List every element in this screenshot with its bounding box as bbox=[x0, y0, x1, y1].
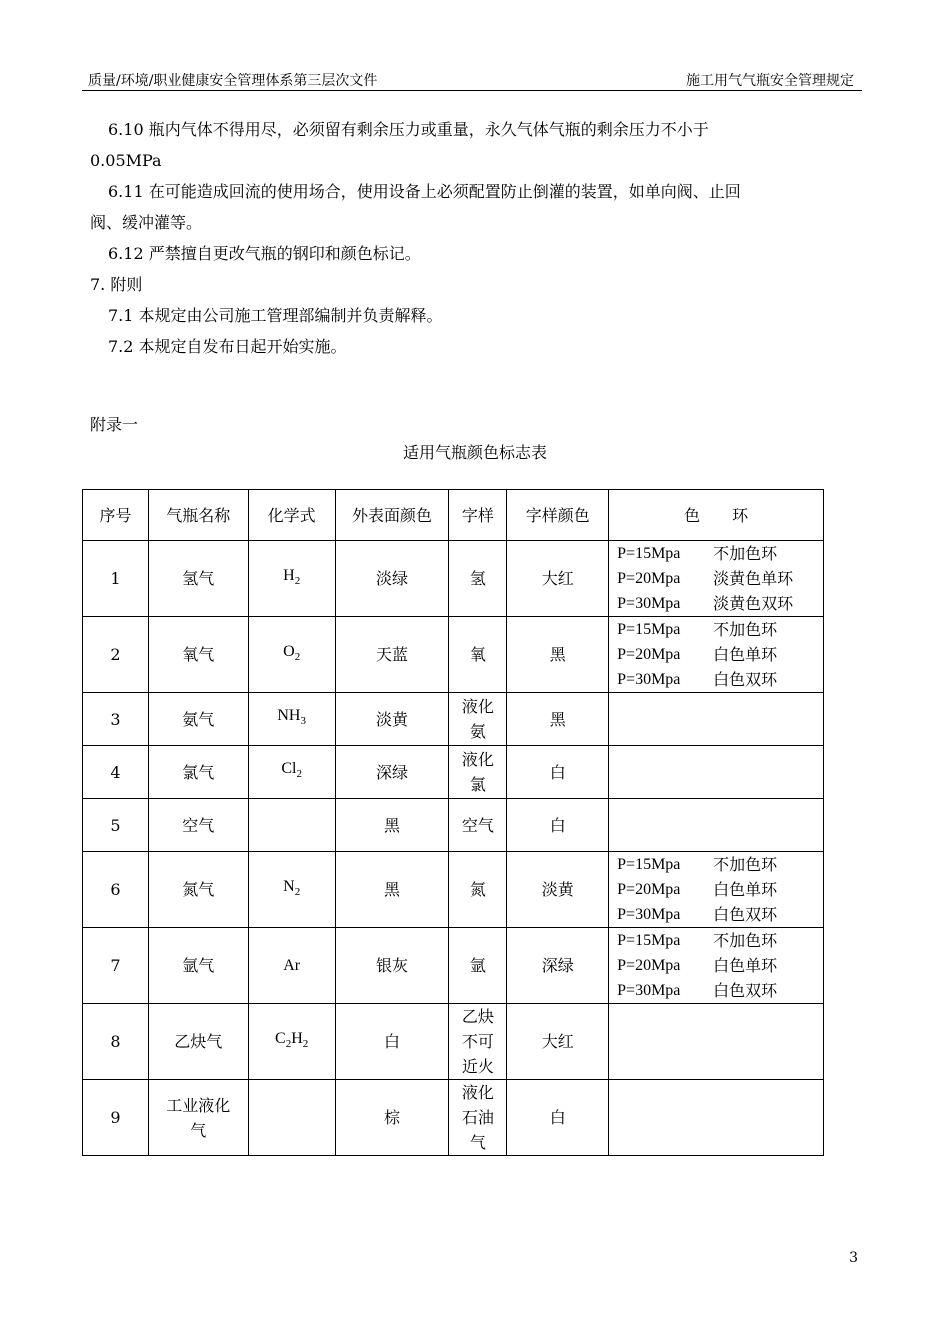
row-lettering-color: 黑 bbox=[507, 693, 609, 746]
ring-line bbox=[617, 953, 823, 978]
row-lettering-color: 淡黄 bbox=[507, 852, 609, 928]
ring-pressure: P=30Mpa bbox=[617, 906, 681, 923]
row-surface-color: 银灰 bbox=[335, 928, 449, 1004]
row-no: 4 bbox=[83, 746, 149, 799]
table-row bbox=[83, 541, 824, 617]
table-body bbox=[83, 541, 824, 1156]
row-color-rings bbox=[609, 617, 824, 693]
row-formula bbox=[248, 541, 335, 617]
row-no: 3 bbox=[83, 693, 149, 746]
ring-line bbox=[617, 667, 823, 692]
table-row bbox=[83, 746, 824, 799]
clause-6-11-line2: 阀、缓冲灌等。 bbox=[90, 213, 203, 232]
clause-6-11-line1: 6.11 在可能造成回流的使用场合，使用设备上必须配置防止倒灌的装置，如单向阀、止回 bbox=[108, 182, 741, 201]
row-no: 5 bbox=[83, 799, 149, 852]
row-no: 9 bbox=[83, 1080, 149, 1156]
row-lettering: 液化 氨 bbox=[449, 693, 507, 746]
row-color-rings bbox=[609, 852, 824, 928]
row-surface-color: 深绿 bbox=[335, 746, 449, 799]
table-row bbox=[83, 693, 824, 746]
ring-description: 不加色环 bbox=[713, 855, 778, 874]
clause-6-10-line1: 6.10 瓶内气体不得用尽，必须留有剩余压力或重量，永久气体气瓶的剩余压力不小于 bbox=[108, 120, 709, 139]
page-number: 3 bbox=[849, 1250, 858, 1266]
formula-subscript: 2 bbox=[296, 768, 302, 781]
ring-pressure: P=30Mpa bbox=[617, 595, 681, 612]
ring-pressure: P=15Mpa bbox=[617, 545, 681, 562]
ring-pressure: P=30Mpa bbox=[617, 982, 681, 999]
row-name: 空气 bbox=[148, 799, 248, 852]
row-name: 氩气 bbox=[148, 928, 248, 1004]
row-surface-color: 白 bbox=[335, 1004, 449, 1080]
ring-description: 白色双环 bbox=[713, 905, 778, 924]
row-formula bbox=[248, 799, 335, 852]
clause-7-2: 7.2 本规定自发布日起开始实施。 bbox=[108, 337, 347, 356]
row-surface-color: 天蓝 bbox=[335, 617, 449, 693]
ring-pressure: P=15Mpa bbox=[617, 621, 681, 638]
ring-line bbox=[617, 852, 823, 877]
row-lettering-color: 深绿 bbox=[507, 928, 609, 1004]
formula-symbol: H bbox=[283, 566, 295, 584]
ring-pressure: P=20Mpa bbox=[617, 570, 681, 587]
ring-line bbox=[617, 978, 823, 1003]
col-header-name: 气瓶名称 bbox=[148, 490, 248, 541]
ring-description: 不加色环 bbox=[713, 544, 778, 563]
row-lettering-color: 大红 bbox=[507, 541, 609, 617]
row-lettering: 氩 bbox=[449, 928, 507, 1004]
row-color-rings bbox=[609, 746, 824, 799]
row-color-rings bbox=[609, 541, 824, 617]
ring-pressure: P=15Mpa bbox=[617, 856, 681, 873]
ring-description: 白色双环 bbox=[713, 670, 778, 689]
row-name: 氢气 bbox=[148, 541, 248, 617]
row-no: 2 bbox=[83, 617, 149, 693]
ring-pressure: P=20Mpa bbox=[617, 957, 681, 974]
table-row bbox=[83, 799, 824, 852]
ring-line bbox=[617, 566, 823, 591]
ring-pressure: P=20Mpa bbox=[617, 646, 681, 663]
appendix-label: 附录一 bbox=[90, 415, 139, 434]
col-header-lettering-color: 字样颜色 bbox=[507, 490, 609, 541]
ring-description: 淡黄色单环 bbox=[713, 569, 794, 588]
row-formula bbox=[248, 1004, 335, 1080]
row-lettering-color: 黑 bbox=[507, 617, 609, 693]
ring-description: 白色双环 bbox=[713, 981, 778, 1000]
formula-symbol: H bbox=[291, 1029, 303, 1047]
header-right-text: 施工用气气瓶安全管理规定 bbox=[686, 73, 854, 89]
row-color-rings bbox=[609, 1004, 824, 1080]
formula-symbol: O bbox=[283, 642, 295, 660]
page-header bbox=[82, 68, 862, 91]
ring-description: 不加色环 bbox=[713, 620, 778, 639]
formula-symbol: N bbox=[283, 877, 295, 895]
ring-line bbox=[617, 928, 823, 953]
row-lettering: 液化 石油 气 bbox=[449, 1080, 507, 1156]
row-name: 氮气 bbox=[148, 852, 248, 928]
row-name: 氨气 bbox=[148, 693, 248, 746]
row-color-rings bbox=[609, 693, 824, 746]
row-lettering-color: 白 bbox=[507, 1080, 609, 1156]
row-name: 氯气 bbox=[148, 746, 248, 799]
row-color-rings bbox=[609, 928, 824, 1004]
ring-line bbox=[617, 902, 823, 927]
ring-line bbox=[617, 617, 823, 642]
row-surface-color: 淡绿 bbox=[335, 541, 449, 617]
ring-pressure: P=20Mpa bbox=[617, 881, 681, 898]
row-name: 工业液化 气 bbox=[148, 1080, 248, 1156]
col-header-color-ring: 色 环 bbox=[609, 490, 824, 541]
table-header-row bbox=[83, 490, 824, 541]
table-row bbox=[83, 1080, 824, 1156]
row-lettering-color: 白 bbox=[507, 799, 609, 852]
table-row bbox=[83, 928, 824, 1004]
row-color-rings bbox=[609, 799, 824, 852]
ring-line bbox=[617, 642, 823, 667]
row-formula bbox=[248, 693, 335, 746]
formula-subscript: 3 bbox=[300, 715, 306, 728]
row-lettering: 空气 bbox=[449, 799, 507, 852]
formula-symbol: C bbox=[275, 1029, 286, 1047]
table-title: 适用气瓶颜色标志表 bbox=[402, 443, 547, 462]
row-lettering: 氧 bbox=[449, 617, 507, 693]
gas-cylinder-color-table bbox=[82, 489, 824, 1156]
formula-subscript: 2 bbox=[285, 1038, 292, 1051]
section-7-heading: 7. 附则 bbox=[90, 275, 143, 294]
table-row bbox=[83, 1004, 824, 1080]
body-text bbox=[90, 114, 860, 362]
row-lettering: 液化 氯 bbox=[449, 746, 507, 799]
header-left-text: 质量/环境/职业健康安全管理体系第三层次文件 bbox=[88, 73, 378, 89]
formula-symbol: NH bbox=[277, 707, 301, 725]
col-header-lettering: 字样 bbox=[449, 490, 507, 541]
formula-subscript: 2 bbox=[294, 651, 301, 664]
formula-symbol: Cl bbox=[281, 760, 297, 778]
formula-subscript: 2 bbox=[302, 1038, 309, 1051]
row-color-rings bbox=[609, 1080, 824, 1156]
ring-description: 白色单环 bbox=[713, 880, 778, 899]
formula-subscript: 2 bbox=[294, 886, 301, 899]
col-header-no: 序号 bbox=[83, 490, 149, 541]
row-lettering: 乙炔 不可 近火 bbox=[449, 1004, 507, 1080]
ring-description: 白色单环 bbox=[713, 645, 778, 664]
row-name: 氧气 bbox=[148, 617, 248, 693]
ring-description: 淡黄色双环 bbox=[713, 594, 794, 613]
ring-pressure: P=15Mpa bbox=[617, 932, 681, 949]
table-row bbox=[83, 617, 824, 693]
row-surface-color: 棕 bbox=[335, 1080, 449, 1156]
row-no: 8 bbox=[83, 1004, 149, 1080]
row-no: 6 bbox=[83, 852, 149, 928]
clause-6-12: 6.12 严禁擅自更改气瓶的钢印和颜色标记。 bbox=[108, 244, 421, 263]
row-formula bbox=[248, 928, 335, 1004]
formula-symbol: Ar bbox=[283, 957, 301, 974]
row-no: 7 bbox=[83, 928, 149, 1004]
row-formula bbox=[248, 852, 335, 928]
row-formula bbox=[248, 1080, 335, 1156]
clause-6-10-line2: 0.05MPa bbox=[90, 151, 162, 170]
ring-pressure: P=30Mpa bbox=[617, 671, 681, 688]
ring-line bbox=[617, 541, 823, 566]
clause-7-1: 7.1 本规定由公司施工管理部编制并负责解释。 bbox=[108, 306, 443, 325]
row-surface-color: 黑 bbox=[335, 799, 449, 852]
row-lettering: 氢 bbox=[449, 541, 507, 617]
row-lettering-color: 白 bbox=[507, 746, 609, 799]
formula-subscript: 2 bbox=[294, 575, 301, 588]
ring-description: 白色单环 bbox=[713, 956, 778, 975]
row-name: 乙炔气 bbox=[148, 1004, 248, 1080]
row-surface-color: 黑 bbox=[335, 852, 449, 928]
col-header-surface-color: 外表面颜色 bbox=[335, 490, 449, 541]
row-formula bbox=[248, 746, 335, 799]
row-surface-color: 淡黄 bbox=[335, 693, 449, 746]
ring-description: 不加色环 bbox=[713, 931, 778, 950]
row-lettering-color: 大红 bbox=[507, 1004, 609, 1080]
row-formula bbox=[248, 617, 335, 693]
ring-line bbox=[617, 877, 823, 902]
row-no: 1 bbox=[83, 541, 149, 617]
table-row bbox=[83, 852, 824, 928]
ring-line bbox=[617, 591, 823, 616]
row-lettering: 氮 bbox=[449, 852, 507, 928]
col-header-formula: 化学式 bbox=[248, 490, 335, 541]
